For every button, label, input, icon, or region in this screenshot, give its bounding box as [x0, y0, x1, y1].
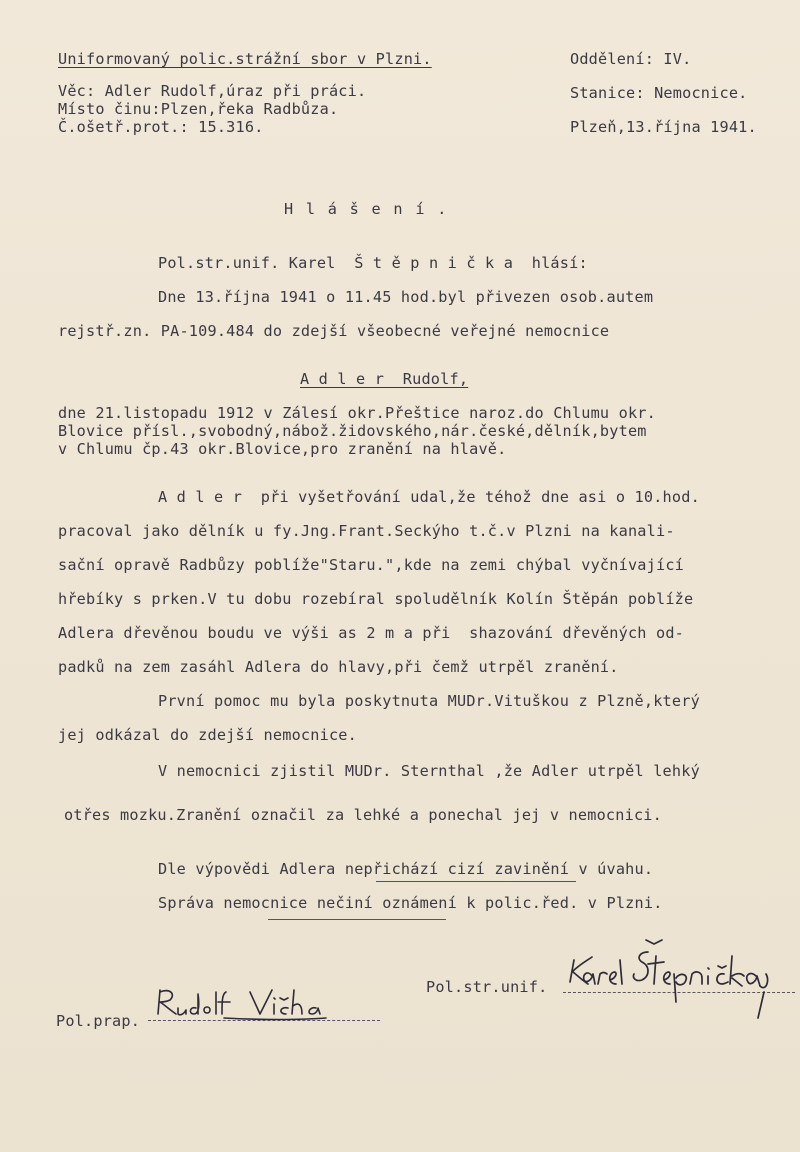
- paragraph-6-line-1: Dle výpovědi Adlera nepřichází cizí zavinění v úvahu.: [158, 860, 654, 878]
- paragraph-2-line-1: dne 21.listopadu 1912 v Zálesí okr.Přeštice naroz.do Chlumu okr.: [58, 404, 656, 422]
- place-line: Místo činu:Plzen,řeka Radbůza.: [58, 100, 339, 118]
- paragraph-1-line-2: rejstř.zn. PA-109.484 do zdejší všeobecné veřejné nemocnice: [58, 322, 610, 340]
- paragraph-3-line-6: padků na zem zasáhl Adlera do hlavy,při čemž utrpěl zranění.: [58, 658, 619, 676]
- paragraph-3-line-5: Adlera dřevěnou boudu ve výši as 2 m a při shazování dřevěných od-: [58, 624, 685, 642]
- protocol-line: Č.ošetř.prot.: 15.316.: [58, 118, 264, 136]
- paragraph-3-line-4: hřebíky s prken.V tu dobu rozebíral spoludělník Kolín Štěpán poblíže: [58, 590, 694, 608]
- underline-rule: [376, 881, 576, 882]
- paragraph-3-line-3: sační opravě Radbůzy poblíže"Staru.",kde na zemi chýbal vyčnívající: [58, 556, 685, 574]
- signature-label-left: Pol.prap.: [56, 1012, 141, 1030]
- station: Stanice: Nemocnice.: [570, 84, 748, 102]
- paragraph-4-line-1: První pomoc mu byla poskytnuta MUDr.Vituškou z Plzně,který: [158, 692, 700, 710]
- date-line: Plzeň,13.října 1941.: [570, 118, 757, 136]
- closing-rule: [268, 919, 446, 920]
- reporter-line: Pol.str.unif. Karel Š t ě p n i č k a hlásí:: [158, 254, 588, 272]
- signature-rudolf-vicha: [150, 984, 330, 1024]
- signature-karel-stepnicka: [560, 930, 800, 1022]
- paragraph-6-line-2: Správa nemocnice nečiní oznámení k polic.řed. v Plzni.: [158, 894, 663, 912]
- signature-label-right: Pol.str.unif.: [426, 978, 548, 996]
- paragraph-4-line-2: jej odkázal do zdejší nemocnice.: [58, 726, 357, 744]
- department: Oddělení: IV.: [570, 50, 692, 68]
- paragraph-1-line-1: Dne 13.října 1941 o 11.45 hod.byl přivezen osob.autem: [158, 288, 654, 306]
- paragraph-5-line-2: otřes mozku.Zranění označil za lehké a ponechal jej v nemocnici.: [64, 806, 662, 824]
- organization-name: Uniformovaný polic.strážní sbor v Plzni.: [58, 50, 432, 68]
- paragraph-2-line-3: v Chlumu čp.43 okr.Blovice,pro zranění na hlavě.: [58, 440, 507, 458]
- subject-line: Věc: Adler Rudolf,úraz při práci.: [58, 82, 367, 100]
- paragraph-3-line-1: A d l e r při vyšetřování udal,že téhož dne asi o 10.hod.: [158, 488, 700, 506]
- paragraph-5-line-1: V nemocnici zjistil MUDr. Sternthal ,že Adler utrpěl lehký: [158, 762, 700, 780]
- paragraph-2-line-2: Blovice přísl.,svobodný,nábož.židovského,nár.české,dělník,bytem: [58, 422, 647, 440]
- patient-name: A d l e r Rudolf,: [300, 370, 469, 388]
- paragraph-3-line-2: pracoval jako dělník u fy.Jng.Frant.Seckýho t.č.v Plzni na kanali-: [58, 522, 675, 540]
- document-title: H l á š e n í .: [284, 200, 449, 218]
